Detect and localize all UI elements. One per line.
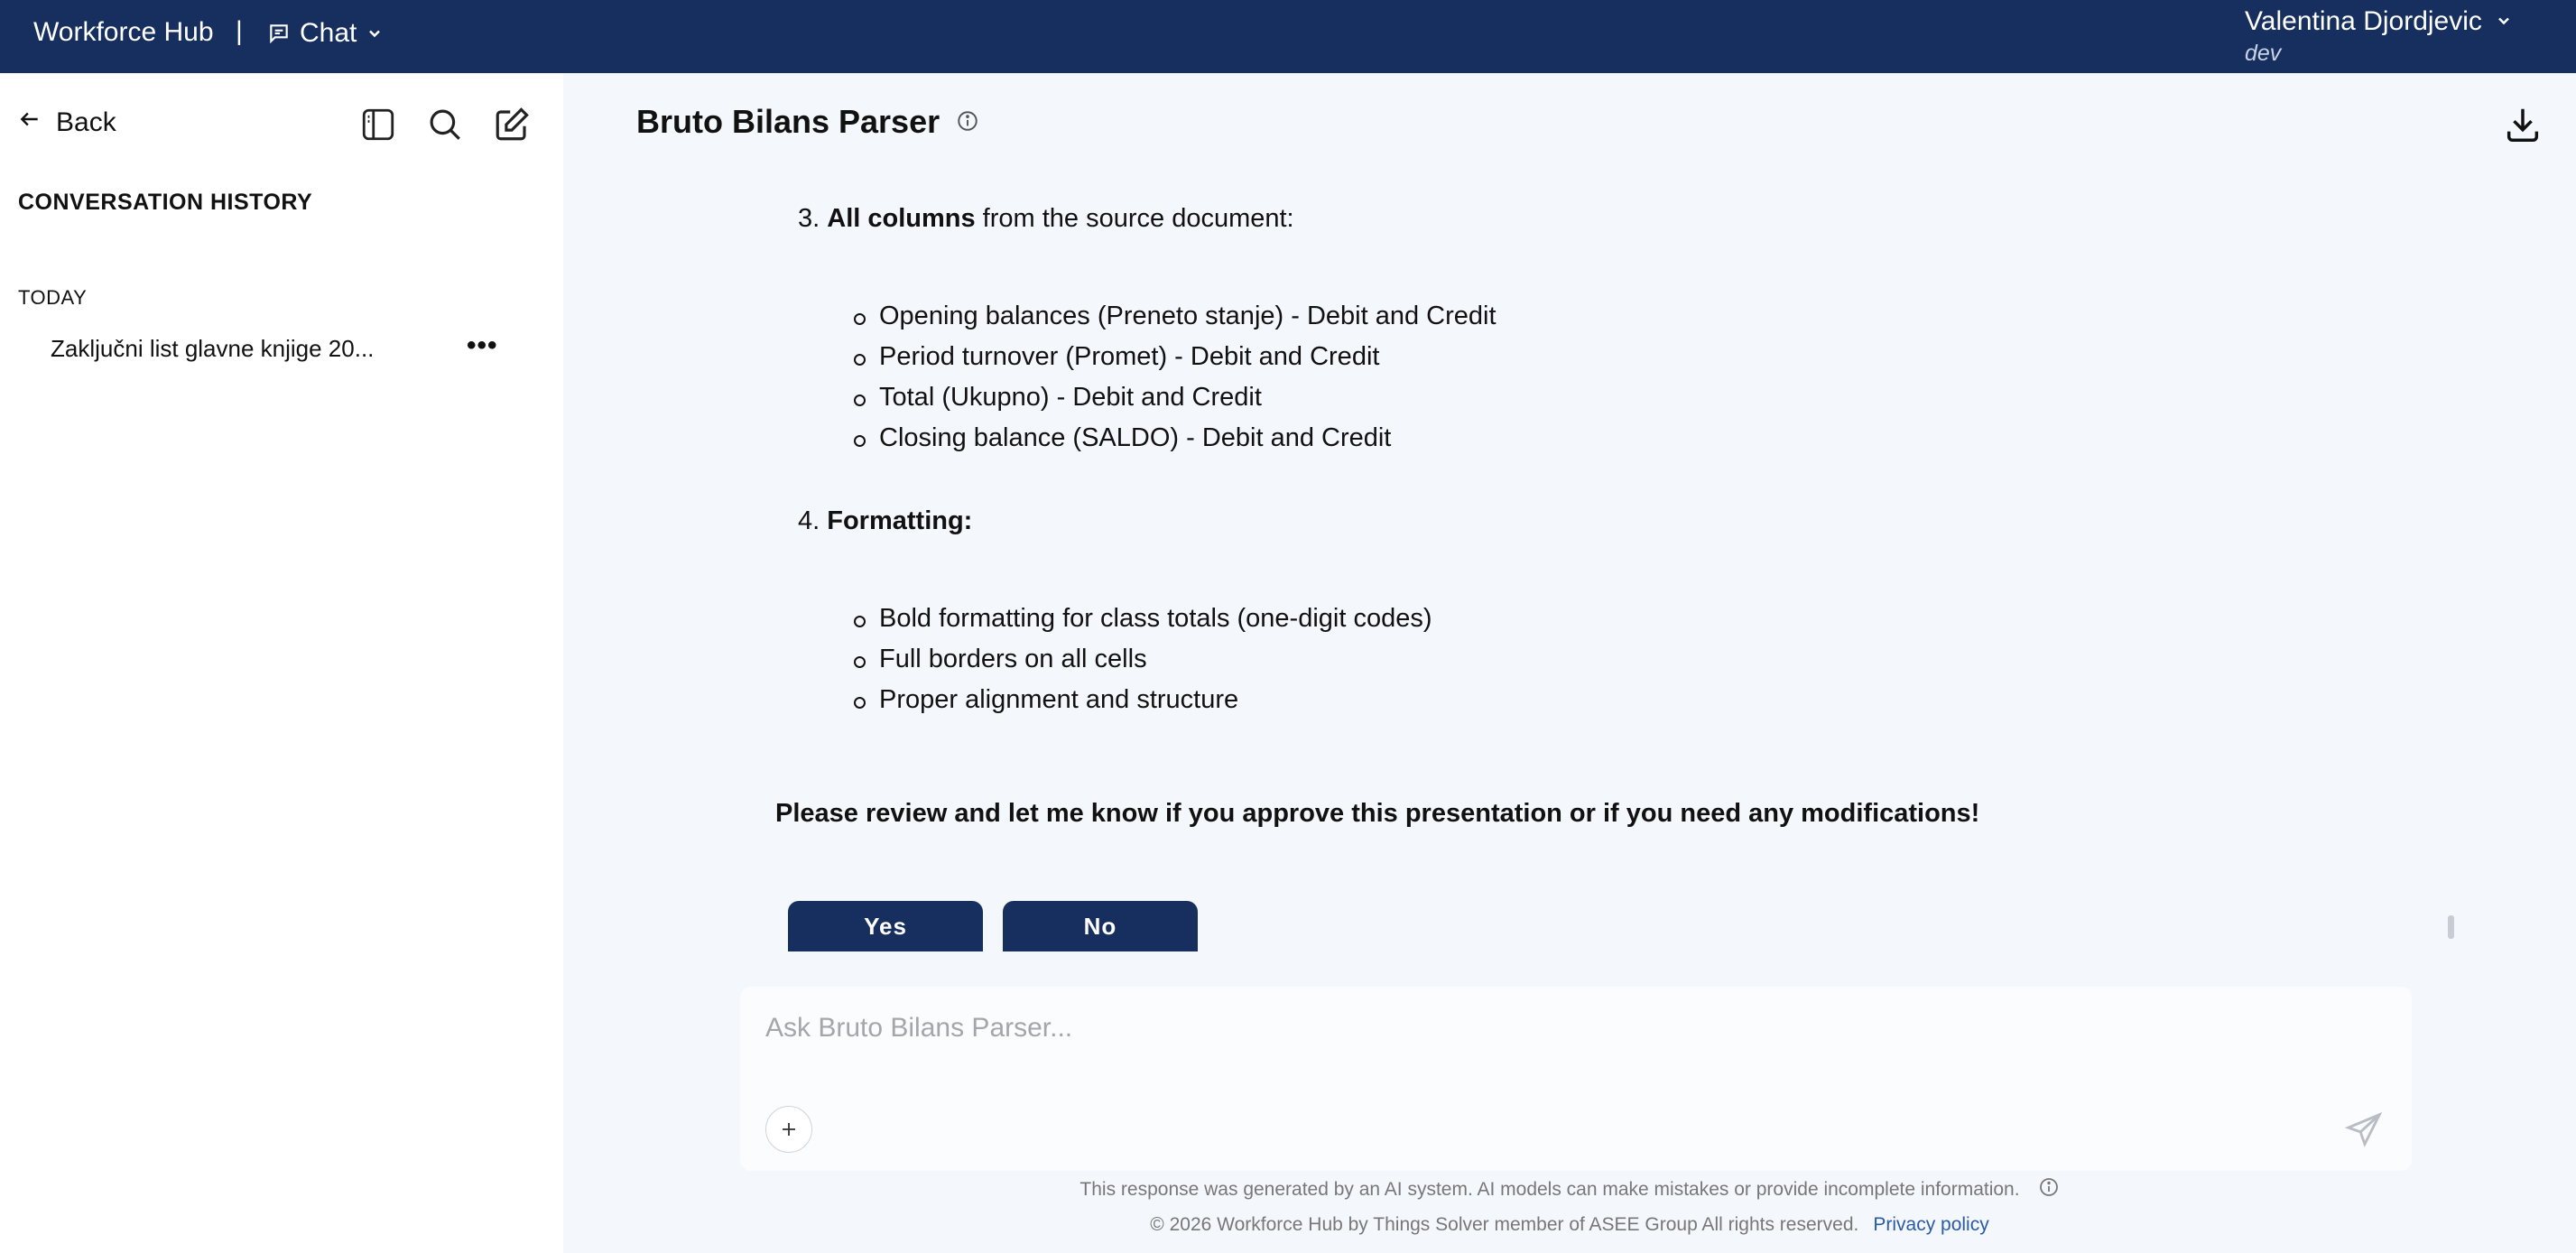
arrow-left-icon <box>18 107 42 138</box>
no-button[interactable]: No <box>1003 901 1198 951</box>
conversation-item-label: Zaključni list glavne knjige 20... <box>51 335 375 362</box>
list-item-bold: Formatting: <box>827 506 973 535</box>
footer <box>563 1214 2576 1236</box>
page-title: Bruto Bilans Parser <box>636 103 941 140</box>
new-chat-icon[interactable] <box>493 106 531 144</box>
chat-menu-label: Chat <box>300 18 357 48</box>
list-item-3 <box>798 199 1294 239</box>
group-today-label: TODAY <box>18 286 88 309</box>
user-role: dev <box>2245 41 2282 66</box>
scrollbar-thumb[interactable] <box>2448 915 2454 939</box>
user-name: Valentina Djordjevic <box>2245 6 2482 36</box>
disclaimer-text: This response was generated by an AI system. AI models can make mistakes or provide incomplete information. <box>1080 1179 2020 1200</box>
message-composer <box>740 987 2412 1171</box>
list-item: Opening balances (Preneto stanje) - Debit and Credit <box>879 296 1496 337</box>
privacy-policy-link[interactable]: Privacy policy <box>1873 1214 1989 1235</box>
more-options-icon[interactable]: ••• <box>467 330 498 360</box>
back-button[interactable] <box>18 107 116 138</box>
brand-separator: | <box>236 16 243 46</box>
add-attachment-button[interactable] <box>765 1106 812 1153</box>
download-icon[interactable] <box>2502 104 2544 145</box>
yes-button[interactable]: Yes <box>788 901 983 951</box>
list-item: Closing balance (SALDO) - Debit and Credit <box>879 418 1391 459</box>
sidebar <box>0 73 563 1253</box>
review-prompt: Please review and let me know if you approve this presentation or if you need any modifications! <box>775 799 1980 828</box>
back-label: Back <box>56 107 116 137</box>
list-item: Bold formatting for class totals (one-digit codes) <box>879 599 1432 639</box>
info-icon[interactable] <box>2038 1176 2060 1203</box>
conversation-item[interactable] <box>18 328 502 369</box>
list-number: 3. <box>798 204 820 233</box>
list-item-text: from the source document: <box>975 204 1294 233</box>
list-item: Period turnover (Promet) - Debit and Credit <box>879 337 1379 377</box>
send-icon[interactable] <box>2343 1109 2385 1151</box>
message-input[interactable] <box>765 1007 2372 1050</box>
list-item: Total (Ukupno) - Debit and Credit <box>879 377 1262 418</box>
chat-menu-dropdown[interactable] <box>267 14 384 52</box>
toggle-sidebar-icon[interactable] <box>359 106 397 144</box>
list-item-4 <box>798 501 972 542</box>
plus-icon <box>778 1118 800 1140</box>
app-brand[interactable]: Workforce Hub <box>33 17 214 47</box>
copyright-text: © 2026 Workforce Hub by Things Solver member of ASEE Group All rights reserved. <box>1150 1214 1859 1235</box>
top-bar <box>0 0 2576 73</box>
main-chat-area <box>563 73 2576 1253</box>
list-number: 4. <box>798 506 820 535</box>
chat-bubble-icon <box>267 22 291 45</box>
search-icon[interactable] <box>426 106 464 144</box>
chevron-down-icon <box>366 24 384 42</box>
user-menu[interactable] <box>2245 6 2543 67</box>
conversation-history-title: CONVERSATION HISTORY <box>18 190 313 215</box>
ai-disclaimer <box>563 1176 2576 1203</box>
list-item-bold: All columns <box>827 204 976 233</box>
chevron-down-icon <box>2495 6 2513 37</box>
info-icon[interactable] <box>956 103 979 141</box>
list-item: Proper alignment and structure <box>879 680 1238 720</box>
list-item: Full borders on all cells <box>879 639 1147 680</box>
